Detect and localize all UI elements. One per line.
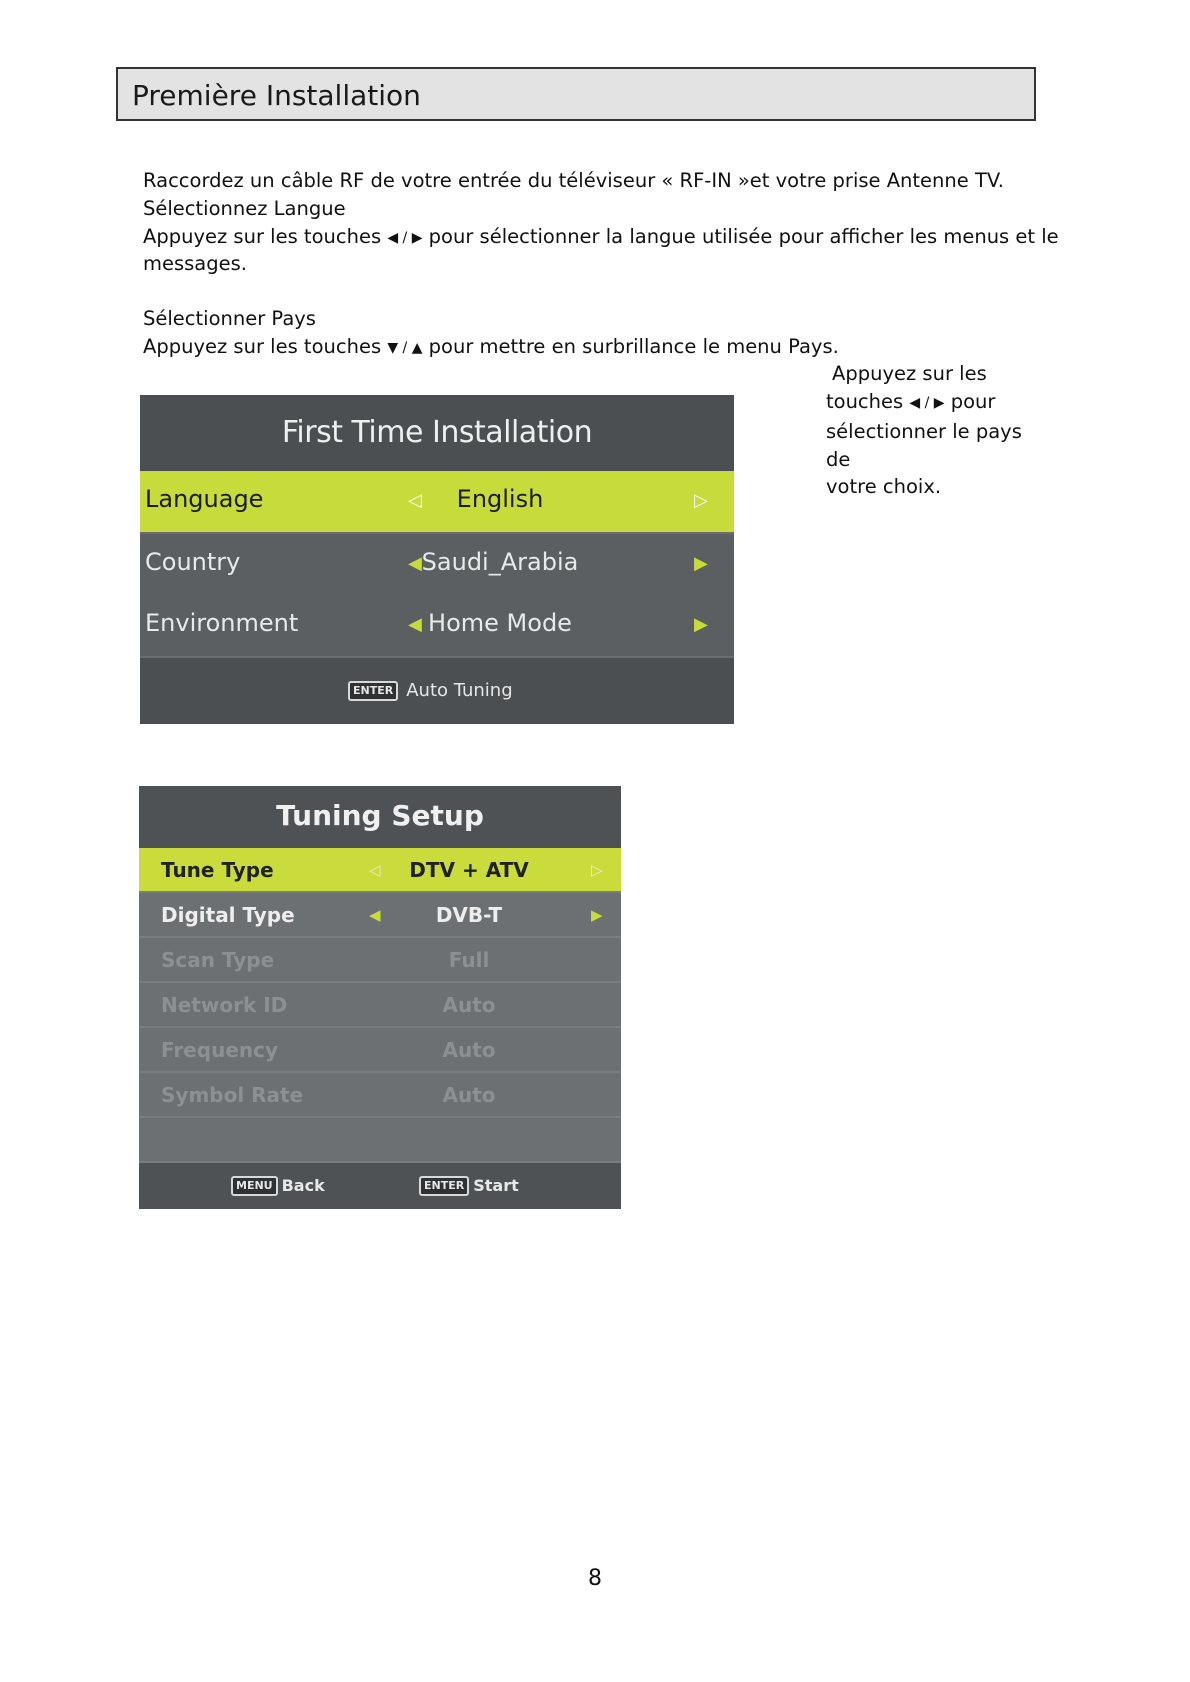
menu-row-symbol-rate (139, 1073, 621, 1118)
screen-title: First Time Installation (281, 415, 593, 450)
intro-line-1: Raccordez un câble RF de votre entrée du téléviseur « RF-IN »et votre prise Antenne TV. (143, 169, 1004, 192)
intro-line-3 (143, 223, 1059, 254)
row-label: Language (145, 485, 264, 513)
enter-key-icon: ENTER (419, 1176, 469, 1196)
enter-key-icon: ENTER (348, 681, 398, 701)
row-value: DVB-T (435, 903, 503, 927)
menu-row-frequency (139, 1028, 621, 1073)
menu-row-empty (139, 1118, 621, 1163)
left-arrow-icon[interactable]: ◁ (369, 861, 381, 879)
down-up-arrows-icon: ▼ / ▲ (387, 340, 423, 356)
side-note-line-3: sélectionner le pays de (826, 420, 1022, 471)
section-title: Première Installation (132, 79, 421, 112)
side-note-line-2-start: touches (826, 389, 910, 413)
row-value: Full (448, 948, 490, 972)
row-value: Home Mode (428, 609, 572, 637)
side-note-line-2 (826, 388, 1046, 419)
intro-line-4: messages. (143, 252, 247, 275)
row-label: Symbol Rate (161, 1083, 304, 1107)
row-label: Digital Type (161, 903, 295, 927)
screen-footer (140, 658, 734, 724)
start-hint[interactable] (419, 1175, 519, 1196)
row-label: Frequency (161, 1038, 279, 1062)
country-line-end: pour mettre en surbrillance le menu Pays. (422, 335, 839, 358)
row-value: Auto (442, 993, 496, 1017)
screen-title: Tuning Setup (276, 799, 484, 832)
menu-row-network-id (139, 983, 621, 1028)
menu-row-tune-type[interactable] (139, 848, 621, 893)
left-arrow-icon[interactable]: ◀ (408, 553, 422, 574)
left-right-arrows-icon: ◀ / ▶ (387, 230, 423, 246)
row-value: English (456, 485, 544, 513)
right-arrow-icon[interactable]: ▶ (694, 553, 708, 574)
left-arrow-icon[interactable]: ◁ (408, 490, 422, 511)
auto-tuning-label: Auto Tuning (406, 680, 513, 701)
country-line-start: Appuyez sur les touches (143, 335, 388, 358)
menu-row-digital-type[interactable] (139, 893, 621, 938)
screen-footer (139, 1164, 621, 1209)
row-value: Auto (442, 1083, 496, 1107)
menu-key-icon: MENU (231, 1176, 278, 1196)
page-number: 8 (588, 1566, 602, 1591)
side-note-line-4: votre choix. (826, 475, 942, 498)
back-label: Back (281, 1176, 325, 1195)
start-label: Start (473, 1176, 519, 1195)
first-time-installation-screen (140, 395, 734, 724)
row-label: Country (145, 548, 241, 576)
row-label: Tune Type (161, 858, 274, 882)
right-arrow-icon[interactable]: ▷ (694, 490, 708, 511)
side-note-line-1: Appuyez sur les (832, 362, 987, 385)
row-value: Auto (442, 1038, 496, 1062)
right-arrow-icon[interactable]: ▶ (591, 906, 603, 924)
tuning-setup-screen (139, 786, 621, 1209)
row-label: Scan Type (161, 948, 275, 972)
row-label: Network ID (161, 993, 288, 1017)
menu-row-environment[interactable] (140, 595, 734, 658)
country-heading: Sélectionner Pays (143, 307, 316, 330)
back-hint[interactable] (231, 1175, 325, 1196)
row-label: Environment (145, 609, 299, 637)
intro-line-2: Sélectionnez Langue (143, 197, 346, 220)
left-right-arrows-icon: ◀ / ▶ (909, 394, 945, 411)
row-value: DTV + ATV (409, 858, 529, 882)
left-arrow-icon[interactable]: ◀ (408, 614, 422, 635)
right-arrow-icon[interactable]: ▶ (694, 614, 708, 635)
country-line (143, 333, 839, 364)
intro-line-3-end: pour sélectionner la langue utilisée pour afficher les menus et le (422, 225, 1059, 248)
menu-row-country[interactable] (140, 534, 734, 597)
section-header (116, 67, 1036, 121)
auto-tuning-hint[interactable] (348, 680, 513, 701)
side-note (826, 360, 1046, 501)
row-value: Saudi_Arabia (421, 548, 579, 576)
side-note-line-2-end: pour (944, 389, 996, 413)
left-arrow-icon[interactable]: ◀ (369, 906, 381, 924)
menu-row-scan-type (139, 938, 621, 983)
right-arrow-icon[interactable]: ▷ (591, 861, 603, 879)
intro-line-3-start: Appuyez sur les touches (143, 225, 388, 248)
menu-row-language[interactable] (140, 471, 734, 534)
